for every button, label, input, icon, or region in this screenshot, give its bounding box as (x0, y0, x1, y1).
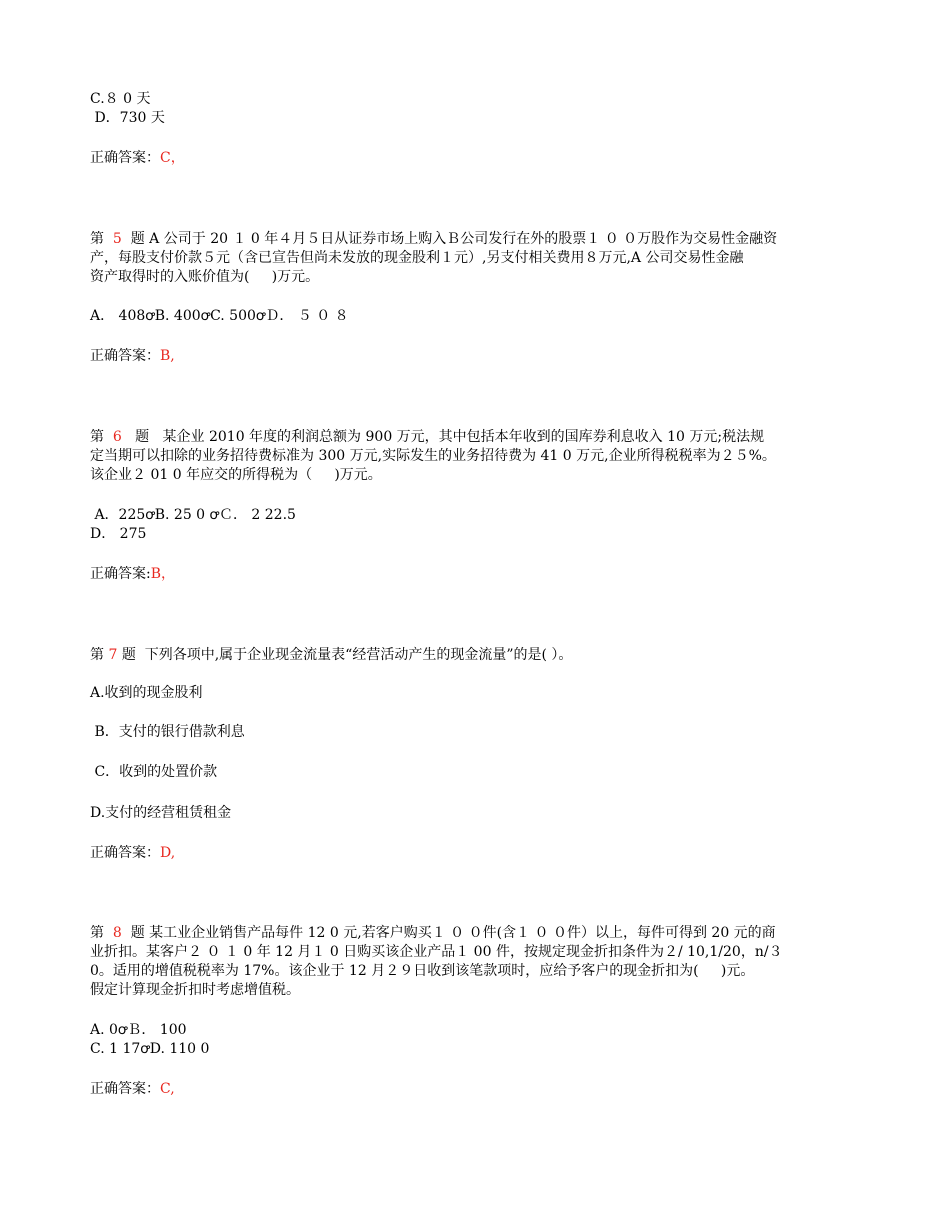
answer-value: B, (160, 348, 175, 364)
question-8-line-2: 业折扣。某客户２ ０ １ 0 年 12 月１ 0 日购买该企业产品１ 00 件，按规定现金折扣条件为２/ 10,1/20，n/３ (90, 944, 783, 960)
question-5-line-2: 产，每股支付价款５元（含已宣告但尚未发放的现金股利１元）,另支付相关费用８万元,A 公司交易性金融 (90, 250, 744, 266)
question-6-line-3: 该企业２ 01 0 年应交的所得税为（ )万元。 (90, 467, 382, 483)
question-text: 题 某企业 2010 年度的利润总额为 900 万元，其中包括本年收到的国库券利息收入 10 万元;税法规 (121, 429, 765, 445)
answer-value: D, (160, 845, 176, 861)
answer-line (90, 347, 175, 366)
answer-label: 正确答案： (90, 150, 160, 166)
question-text: 题 A 公司于 20 １ 0 年４月５日从证券市场上购入Ｂ公司发行在外的股票１ ０ ０万股作为交易性金融资 (121, 231, 778, 247)
question-8-line-1 (90, 924, 776, 943)
option-line: C.８ 0 天 (90, 91, 151, 107)
option-line: D． 275 (90, 526, 147, 542)
answer-label: 正确答案： (90, 1081, 160, 1097)
answer-value: B， (150, 566, 176, 582)
option-line: A. 0ꝍＢ． 100 (90, 1022, 187, 1038)
option-line: B．支付的银行借款利息 (90, 724, 245, 740)
option-line: D.支付的经营租赁租金 (90, 805, 232, 821)
question-7-line-1 (90, 646, 572, 665)
answer-line (90, 1080, 175, 1099)
option-line: C．收到的处置价款 (90, 764, 218, 780)
question-text: 题 某工业企业销售产品每件 12 0 元,若客户购买１ ０ ０件(含１ ０ ０件）以上，每件可得到 20 元的商 (121, 925, 776, 941)
option-line: A．225ꝍB. 25 0 ꝍＣ． 2 22.5 (90, 507, 296, 523)
question-prefix: 第 (90, 925, 113, 941)
answer-line (90, 149, 185, 168)
answer-line (90, 565, 175, 584)
answer-value: C, (160, 1081, 175, 1097)
question-5-line-1 (90, 230, 777, 249)
question-prefix: 第 (90, 429, 113, 445)
question-6-line-2: 定当期可以扣除的业务招待费标准为 300 万元,实际发生的业务招待费为 41 0 万元,企业所得税税率为２５%。 (90, 448, 776, 464)
question-8-line-3: 0。适用的增值税税率为 17%。该企业于 12 月２９日收到该笔款项时，应给予客户的现金折扣为( )元。 (90, 963, 755, 979)
question-text: 题 下列各项中,属于企业现金流量表“经营活动产生的现金流量”的是( ）。 (117, 647, 573, 663)
option-line: C. 1 17ꝍD. 110 0 (90, 1041, 210, 1057)
option-line: D．730 天 (90, 110, 165, 126)
question-number: 6 (112, 429, 122, 445)
option-line: A． 408ꝍB. 400ꝍC. 500ꝍＤ． ５ ０ ８ (90, 308, 349, 324)
answer-value: C， (160, 150, 185, 166)
question-6-line-1 (90, 428, 764, 447)
question-prefix: 第 (90, 647, 109, 663)
question-8-line-4: 假定计算现金折扣时考虑增值税。 (90, 982, 300, 998)
question-number: 5 (112, 231, 122, 247)
answer-label: 正确答案： (90, 845, 160, 861)
answer-label: 正确答案： (90, 348, 160, 364)
question-prefix: 第 (90, 231, 113, 247)
question-5-line-3: 资产取得时的入账价值为( )万元。 (90, 269, 320, 285)
question-number: 8 (112, 925, 122, 941)
answer-line (90, 844, 175, 863)
answer-label: 正确答案: (90, 566, 151, 582)
question-number: 7 (108, 647, 118, 663)
option-line: A.收到的现金股利 (90, 685, 203, 701)
